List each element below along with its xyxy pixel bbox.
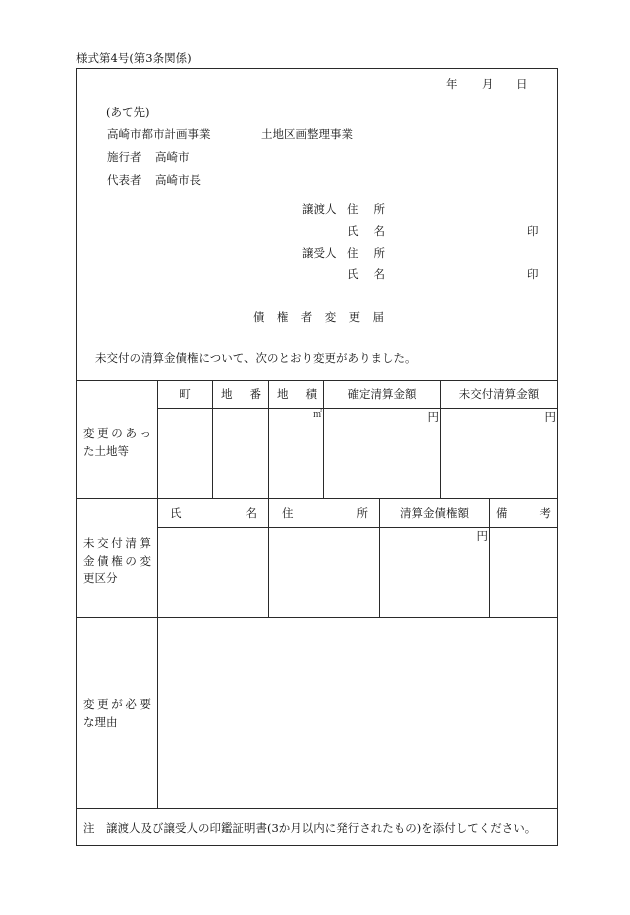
header-name: 氏名 bbox=[170, 506, 257, 520]
transferee-label: 譲受人 bbox=[302, 246, 337, 260]
project-name: 高崎市都市計画事業 bbox=[107, 127, 211, 141]
grid-line-top bbox=[76, 380, 558, 381]
date-year-label: 年 bbox=[446, 77, 458, 91]
reason-bottom-line bbox=[76, 808, 558, 809]
land-col-line-2 bbox=[268, 380, 269, 498]
claim-col-line-3 bbox=[489, 498, 490, 617]
executor-name: 高崎市 bbox=[155, 150, 190, 164]
header-confirmed-amount: 確定清算金額 bbox=[347, 387, 417, 401]
claim-amount-unit: 円 bbox=[476, 529, 488, 543]
header-claim-amount: 清算金債権額 bbox=[400, 506, 469, 520]
header-address: 住所 bbox=[282, 506, 368, 520]
date-month-label: 月 bbox=[482, 77, 494, 91]
land-section-label-line2: た土地等 bbox=[83, 444, 129, 458]
note-label: 注 bbox=[83, 821, 95, 835]
date-day-label: 日 bbox=[516, 77, 528, 91]
header-town: 町 bbox=[179, 387, 191, 401]
claim-col-line-1 bbox=[268, 498, 269, 617]
transferor-label: 譲渡人 bbox=[302, 202, 337, 216]
claim-section-label-line3: 更区分 bbox=[83, 571, 118, 585]
addressee-label: (あて先) bbox=[106, 105, 150, 119]
header-lot-number: 地番 bbox=[221, 387, 261, 401]
transferor-seal-mark: 印 bbox=[527, 224, 539, 238]
land-section-label-line1: 変更のあっ bbox=[83, 426, 151, 440]
statement-text: 未交付の清算金債権について、次のとおり変更がありました。 bbox=[95, 351, 417, 365]
representative-label: 代表者 bbox=[107, 173, 142, 187]
land-bottom-line bbox=[76, 498, 558, 499]
claim-section-label-line2: 金債権の変 bbox=[83, 554, 151, 568]
executor-label: 施行者 bbox=[107, 150, 142, 164]
reason-label-line2: な理由 bbox=[83, 715, 118, 729]
header-area: 地積 bbox=[277, 387, 317, 401]
claim-bottom-line bbox=[76, 617, 558, 618]
representative-name: 高崎市長 bbox=[155, 173, 201, 187]
transferor-address-label: 住所 bbox=[347, 202, 385, 216]
project-type: 土地区画整理事業 bbox=[261, 127, 353, 141]
form-frame bbox=[76, 68, 558, 846]
confirmed-amount-unit: 円 bbox=[427, 410, 439, 424]
document-title: 債権者変更届 bbox=[253, 310, 384, 324]
transferor-name-label: 氏名 bbox=[347, 224, 385, 238]
transferee-address-label: 住所 bbox=[347, 246, 385, 260]
unpaid-amount-unit: 円 bbox=[544, 410, 556, 424]
claim-section-label-line1: 未交付清算 bbox=[83, 536, 151, 550]
note-text: 譲渡人及び譲受人の印鑑証明書(3か月以内に発行されたもの)を添付してください。 bbox=[106, 821, 537, 835]
header-remarks: 備考 bbox=[496, 506, 551, 520]
claim-header-line bbox=[157, 527, 558, 528]
label-column-line bbox=[157, 380, 158, 808]
land-col-line-1 bbox=[212, 380, 213, 498]
transferee-name-label: 氏名 bbox=[347, 267, 385, 281]
form-number: 様式第4号(第3条関係) bbox=[76, 51, 192, 65]
area-unit: ㎡ bbox=[312, 410, 322, 420]
reason-label-line1: 変更が必要 bbox=[83, 697, 151, 711]
header-unpaid-amount: 未交付清算金額 bbox=[458, 387, 540, 401]
transferee-seal-mark: 印 bbox=[527, 267, 539, 281]
land-header-line bbox=[157, 408, 558, 409]
